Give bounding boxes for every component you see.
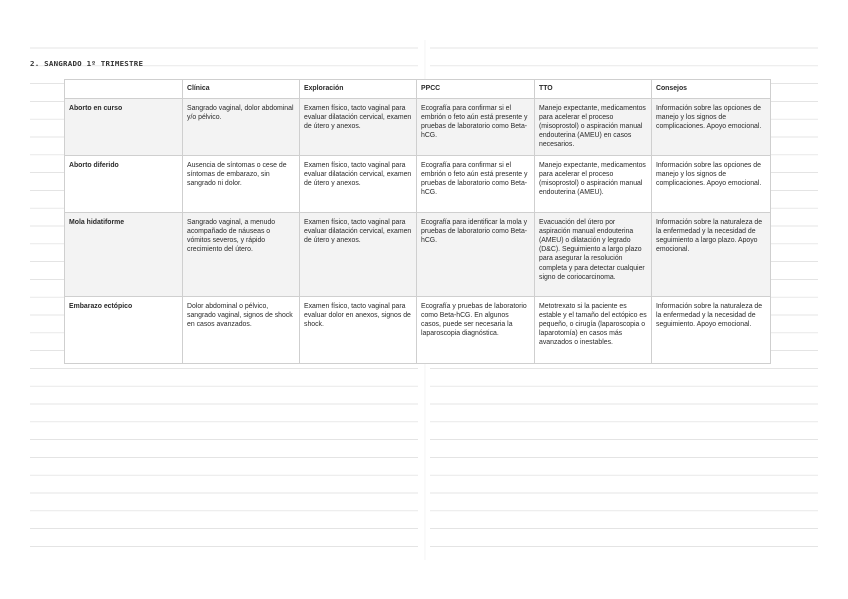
cell-exploracion: Examen físico, tacto vaginal para evaluar dilatación cervical, examen de útero y anexos. [300, 99, 417, 156]
cell-clinica: Sangrado vaginal, dolor abdominal y/o pélvico. [183, 99, 300, 156]
cell-ppcc: Ecografía para confirmar si el embrión o feto aún está presente y pruebas de laboratorio como Beta-hCG. [417, 156, 535, 213]
row-label: Mola hidatiforme [65, 213, 183, 297]
header-cell-consejos: Consejos [652, 80, 771, 99]
cell-consejos: Información sobre la naturaleza de la enfermedad y la necesidad de seguimiento. Apoyo emocional. [652, 297, 771, 364]
cell-ppcc: Ecografía y pruebas de laboratorio como Beta-hCG. En algunos casos, puede ser necesaria la laparoscopia diagnóstica. [417, 297, 535, 364]
row-label: Aborto en curso [65, 99, 183, 156]
cell-ppcc: Ecografía para identificar la mola y pruebas de laboratorio como Beta-hCG. [417, 213, 535, 297]
row-label: Embarazo ectópico [65, 297, 183, 364]
cell-tto: Metotrexato si la paciente es estable y el tamaño del ectópico es pequeño, o cirugía (laparoscopia o laparotomía) en casos más avanzados o inestables. [535, 297, 652, 364]
table-row [65, 297, 771, 364]
table-row [65, 156, 771, 213]
table-row [65, 99, 771, 156]
cell-tto: Evacuación del útero por aspiración manual endouterina (AMEU) o dilatación y legrado (D&C). Seguimiento a largo plazo para asegurar la resolución completa y para detectar cualquier signo de coriocarcinoma. [535, 213, 652, 297]
cell-clinica: Dolor abdominal o pélvico, sangrado vaginal, signos de shock en casos avanzados. [183, 297, 300, 364]
cell-consejos: Información sobre la naturaleza de la enfermedad y la necesidad de seguimiento a largo plazo. Apoyo emocional. [652, 213, 771, 297]
cell-tto: Manejo expectante, medicamentos para acelerar el proceso (misoprostol) o aspiración manual endouterina (AMEU). [535, 156, 652, 213]
cell-ppcc: Ecografía para confirmar si el embrión o feto aún está presente y pruebas de laboratorio como Beta-hCG. [417, 99, 535, 156]
cell-exploracion: Examen físico, tacto vaginal para evaluar dolor en anexos, signos de shock. [300, 297, 417, 364]
header-cell-tto: TTO [535, 80, 652, 99]
row-label: Aborto diferido [65, 156, 183, 213]
cell-tto: Manejo expectante, medicamentos para acelerar el proceso (misoprostol) o aspiración manual endouterina (AMEU) en casos necesarios. [535, 99, 652, 156]
header-cell-ppcc: PPCC [417, 80, 535, 99]
header-row [65, 80, 771, 99]
section-heading: 2. SANGRADO 1º TRIMESTRE [30, 59, 144, 68]
cell-exploracion: Examen físico, tacto vaginal para evaluar dilatación cervical, examen de útero y anexos. [300, 213, 417, 297]
cell-consejos: Información sobre las opciones de manejo y los signos de complicaciones. Apoyo emocional. [652, 99, 771, 156]
table-row [65, 213, 771, 297]
cell-exploracion: Examen físico, tacto vaginal para evaluar dilatación cervical, examen de útero y anexos. [300, 156, 417, 213]
cell-clinica: Ausencia de síntomas o cese de síntomas de embarazo, sin sangrado ni dolor. [183, 156, 300, 213]
header-cell-exploracion: Exploración [300, 80, 417, 99]
header-cell-clinica: Clínica [183, 80, 300, 99]
cell-consejos: Información sobre las opciones de manejo y los signos de complicaciones. Apoyo emocional. [652, 156, 771, 213]
header-cell-empty [65, 80, 183, 99]
cell-clinica: Sangrado vaginal, a menudo acompañado de náuseas o vómitos severos, y rápido crecimiento del útero. [183, 213, 300, 297]
summary-table [64, 79, 771, 364]
